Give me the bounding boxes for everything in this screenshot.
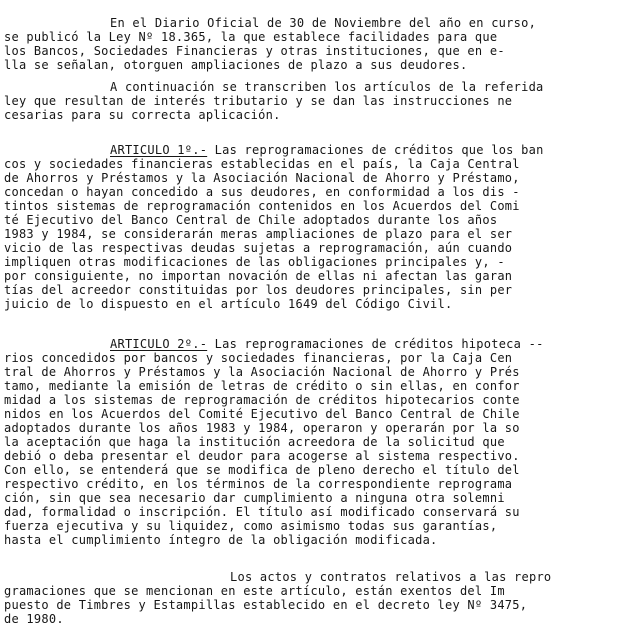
intro-line: se publicó la Ley Nº 18.365, la que establece facilidades para que <box>4 30 498 44</box>
articulo-2-line: dad, formalidad o inscripción. El título así modificado conservará su <box>4 505 520 519</box>
articulo-1-line: té Ejecutivo del Banco Central de Chile adoptados durante los años <box>4 213 498 227</box>
articulo-1-line: vicio de las respectivas deudas sujetas a reprogramación, aún cuando <box>4 241 513 255</box>
articulo-2-line: hasta el cumplimiento íntegro de la obligación modificada. <box>4 533 438 547</box>
articulo-1-line: tías del acreedor constituidas por los deudores principales, sin per <box>4 283 513 297</box>
articulo-2-line: tral de Ahorros y Préstamos y la Asociación Nacional de Ahorro y Prés <box>4 365 520 379</box>
articulo-1-line: por consiguiente, no importan novación de ellas ni afectan las garan <box>4 269 513 283</box>
articulo-1-line: impliquen otras modificaciones de las obligaciones principales y, - <box>4 255 505 269</box>
articulo-1-heading: ARTICULO 1º.- <box>110 143 208 157</box>
closing-line: puesto de Timbres y Estampillas establecido en el decreto ley Nº 3475, <box>4 598 528 612</box>
articulo-1-first-line <box>110 143 544 157</box>
articulo-1-line: 1983 y 1984, se considerarán meras ampliaciones de plazo para el ser <box>4 227 513 241</box>
closing-line: Los actos y contratos relativos a las repro <box>230 570 552 584</box>
articulo-2-line: respectivo crédito, en los términos de la correspondiente reprograma <box>4 477 513 491</box>
closing-line: gramaciones que se mencionan en este artículo, están exentos del Im <box>4 584 505 598</box>
articulo-1-line: concedan o hayan concedido a sus deudores, en conformidad a los dis - <box>4 185 520 199</box>
closing-line: de 1980. <box>4 612 64 626</box>
intro-line: A continuación se transcriben los artículos de la referida <box>110 80 544 94</box>
articulo-2-line: tamo, mediante la emisión de letras de crédito o sin ellas, en confor <box>4 379 520 393</box>
articulo-2-line: midad a los sistemas de reprogramación de créditos hipotecarios conte <box>4 393 520 407</box>
intro-line: ley que resultan de interés tributario y se dan las instrucciones ne <box>4 94 513 108</box>
articulo-2-line: nidos en los Acuerdos del Comité Ejecutivo del Banco Central de Chile <box>4 407 520 421</box>
articulo-2-line: Con ello, se entenderá que se modifica de pleno derecho el título del <box>4 463 520 477</box>
articulo-1-line: juicio de lo dispuesto en el artículo 1649 del Código Civil. <box>4 297 453 311</box>
articulo-2-line: adoptados durante los años 1983 y 1984, operaron y operarán por la so <box>4 421 520 435</box>
articulo-1-line: tintos sistemas de reprogramación contenidos en los Acuerdos del Comi <box>4 199 520 213</box>
intro-line: lla se señalan, otorguen ampliaciones de plazo a sus deudores. <box>4 58 468 72</box>
intro-line: cesarias para su correcta aplicación. <box>4 108 281 122</box>
articulo-1-text: Las reprogramaciones de créditos que los ban <box>214 143 544 157</box>
articulo-2-text: Las reprogramaciones de créditos hipoteca -- <box>214 337 544 351</box>
articulo-2-line: ción, sin que sea necesario dar cumplimiento a ninguna otra solemni <box>4 491 505 505</box>
articulo-1-line: de Ahorros y Préstamos y la Asociación Nacional de Ahorro y Préstamo, <box>4 171 520 185</box>
articulo-2-line: la aceptación que haga la institución acreedora de la solicitud que <box>4 435 505 449</box>
intro-line: En el Diario Oficial de 30 de Noviembre del año en curso, <box>110 16 537 30</box>
articulo-2-first-line <box>110 337 544 351</box>
articulo-2-heading: ARTICULO 2º.- <box>110 337 208 351</box>
articulo-2-line: fuerza ejecutiva y su liquidez, como asimismo todas sus garantías, <box>4 519 498 533</box>
articulo-1-line: cos y sociedades financieras establecidas en el país, la Caja Central <box>4 157 520 171</box>
intro-line: los Bancos, Sociedades Financieras y otras instituciones, que en e- <box>4 44 505 58</box>
articulo-2-line: rios concedidos por bancos y sociedades financieras, por la Caja Cen <box>4 351 513 365</box>
articulo-2-line: debió o deba presentar el deudor para acogerse al sistema respectivo. <box>4 449 520 463</box>
